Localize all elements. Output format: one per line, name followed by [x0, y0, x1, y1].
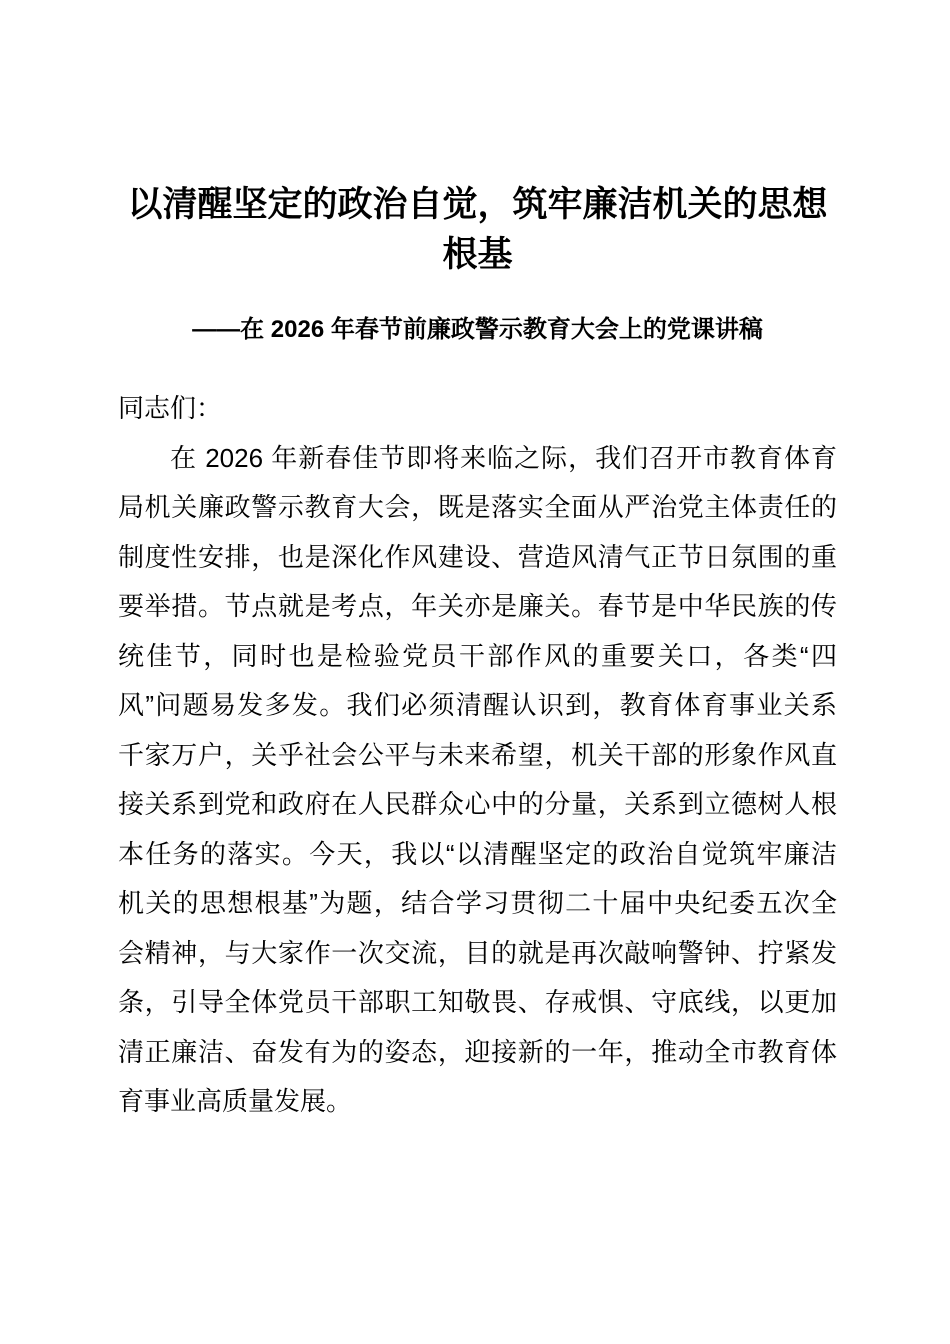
paragraph-line: 千家万户，关乎社会公平与未来希望，机关干部的形象作风直: [118, 739, 837, 770]
paragraph-line: 要举措。节点就是考点，年关亦是廉关。春节是中华民族的传: [118, 591, 837, 621]
salutation: 同志们：: [118, 393, 223, 423]
paragraph-line: 局机关廉政警示教育大会，既是落实全面从严治党主体责任的: [118, 492, 837, 522]
paragraph-line: 条，引导全体党员干部职工知敬畏、存戒惧、守底线，以更加: [118, 987, 837, 1017]
paragraph-line: 会精神，与大家作一次交流，目的就是再次敲响警钟、拧紧发: [118, 937, 837, 968]
body-paragraph: [118, 434, 837, 1127]
paragraph-line: 清正廉洁、奋发有为的姿态，迎接新的一年，推动全市教育体: [118, 1036, 837, 1067]
paragraph-line: 接关系到党和政府在人民群众心中的分量，关系到立德树人根: [118, 789, 837, 819]
document-title: 以清醒坚定的政治自觉，筑牢廉洁机关的思想根基: [127, 185, 828, 274]
paragraph-line: 本任务的落实。今天，我以“以清醒坚定的政治自觉筑牢廉洁: [118, 838, 837, 869]
paragraph-line: 统佳节，同时也是检验党员干部作风的重要关口，各类“四: [118, 640, 837, 671]
paragraph-line: 机关的思想根基”为题，结合学习贯彻二十届中央纪委五次全: [118, 888, 837, 918]
paragraph-line: 育事业高质量发展。: [118, 1086, 353, 1116]
paragraph-line: 风”问题易发多发。我们必须清醒认识到，教育体育事业关系: [118, 690, 837, 720]
paragraph-line: 制度性安排，也是深化作风建设、营造风清气正节日氛围的重: [118, 541, 837, 572]
document-subtitle: ——在 2026 年春节前廉政警示教育大会上的党课讲稿: [192, 316, 763, 343]
paragraph-line: 在 2026 年新春佳节即将来临之际，我们召开市教育体育: [170, 442, 837, 473]
